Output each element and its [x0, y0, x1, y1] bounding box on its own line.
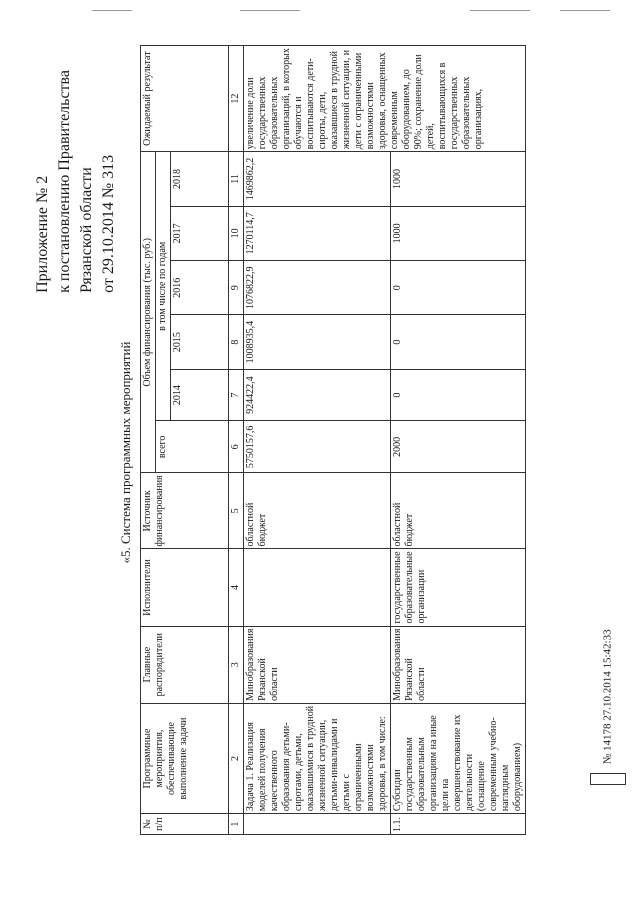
row-executor — [244, 549, 391, 626]
barcode-icon — [590, 773, 626, 785]
header-2014: 2014 — [171, 369, 229, 421]
header-2016: 2016 — [171, 260, 229, 314]
header-by-year: в том числе по годам — [156, 152, 171, 421]
col-number: 1 — [229, 814, 244, 835]
header-total: всего — [156, 421, 229, 473]
col-number: 4 — [229, 549, 244, 626]
section-title: «5. Система программных мероприятий — [118, 341, 133, 564]
row-2016: 0 — [391, 260, 526, 314]
row-2018: 1000 — [391, 152, 526, 206]
table-header-row-1 — [141, 46, 156, 835]
column-number-row — [229, 46, 244, 835]
table-row — [244, 46, 391, 835]
row-2015: 0 — [391, 315, 526, 369]
row-2017: 1000 — [391, 206, 526, 260]
header-line-1: Приложение № 2 — [34, 175, 51, 293]
col-number: 11 — [229, 152, 244, 206]
col-number: 8 — [229, 315, 244, 369]
header-line-4: от 29.10.2014 № 313 — [100, 154, 117, 293]
header-2017: 2017 — [171, 206, 229, 260]
row-manager: Минобразования Рязанской области — [244, 626, 391, 703]
header-2015: 2015 — [171, 315, 229, 369]
program-measures-table — [140, 45, 526, 835]
row-num: 1.1. — [391, 814, 526, 835]
row-2017: 1270114,7 — [244, 206, 391, 260]
header-num: № п/п — [141, 814, 229, 835]
header-managers: Главные распорядители — [141, 626, 229, 703]
col-number: 2 — [229, 703, 244, 813]
row-measure: Субсидии государственным образовательным организациям на иные цели на совершенствование их деятельности (оснащение современным учебно-наглядным оборудованием) — [391, 703, 526, 813]
col-number: 10 — [229, 206, 244, 260]
col-number: 12 — [229, 46, 244, 152]
row-2014: 0 — [391, 369, 526, 421]
appendix-header — [32, 70, 120, 293]
header-funding: Объем финансирования (тыс. руб.) — [141, 152, 156, 473]
row-total: 5750157,6 — [244, 421, 391, 473]
col-number: 7 — [229, 369, 244, 421]
col-number: 3 — [229, 626, 244, 703]
header-line-3: Рязанской области — [78, 167, 95, 293]
row-executor: государственные образовательные организации — [391, 549, 526, 626]
row-2014: 924422,4 — [244, 369, 391, 421]
row-2018: 1469862,2 — [244, 152, 391, 206]
header-result: Ожидаемый результат — [141, 46, 229, 152]
col-number: 9 — [229, 260, 244, 314]
row-source: областной бюджет — [391, 473, 526, 549]
stamp-text: № 14178 27.10.2014 15:42:33 — [601, 629, 614, 765]
registration-stamp — [590, 629, 626, 785]
header-source: Источник финансирования — [141, 473, 229, 549]
row-num — [244, 814, 391, 835]
row-result: увеличение доли государственных образовательных организаций, в которых обучаются и воспитываются дети-сироты, дети, оказавшиеся в трудной жизненной ситуации, и дети с ограниченными возможностями здоровья, оснащенных современным оборудованием, до 90%; сохранение доли детей, воспитывающихся в государственных образовательных организациях, — [244, 46, 526, 152]
row-measure: Задача 1. Реализация моделей получения качественного образования детьми-сиротами, детьми, оказавшимися в трудной жизненной ситуации, детьми-инвалидами и детьми с ограниченными возможностями здоровья, в том числе: — [244, 703, 391, 813]
header-2018: 2018 — [171, 152, 229, 206]
row-total: 2000 — [391, 421, 526, 473]
col-number: 6 — [229, 421, 244, 473]
header-line-2: к постановлению Правительства — [56, 70, 73, 293]
row-source: областной бюджет — [244, 473, 391, 549]
row-manager: Минобразования Рязанской области — [391, 626, 526, 703]
table-row — [391, 46, 526, 835]
col-number: 5 — [229, 473, 244, 549]
row-2016: 1076822,9 — [244, 260, 391, 314]
header-measures: Программные мероприятия, обеспечивающие выполнение задачи — [141, 703, 229, 813]
header-executors: Исполнители — [141, 549, 229, 626]
row-2015: 1008935,4 — [244, 315, 391, 369]
